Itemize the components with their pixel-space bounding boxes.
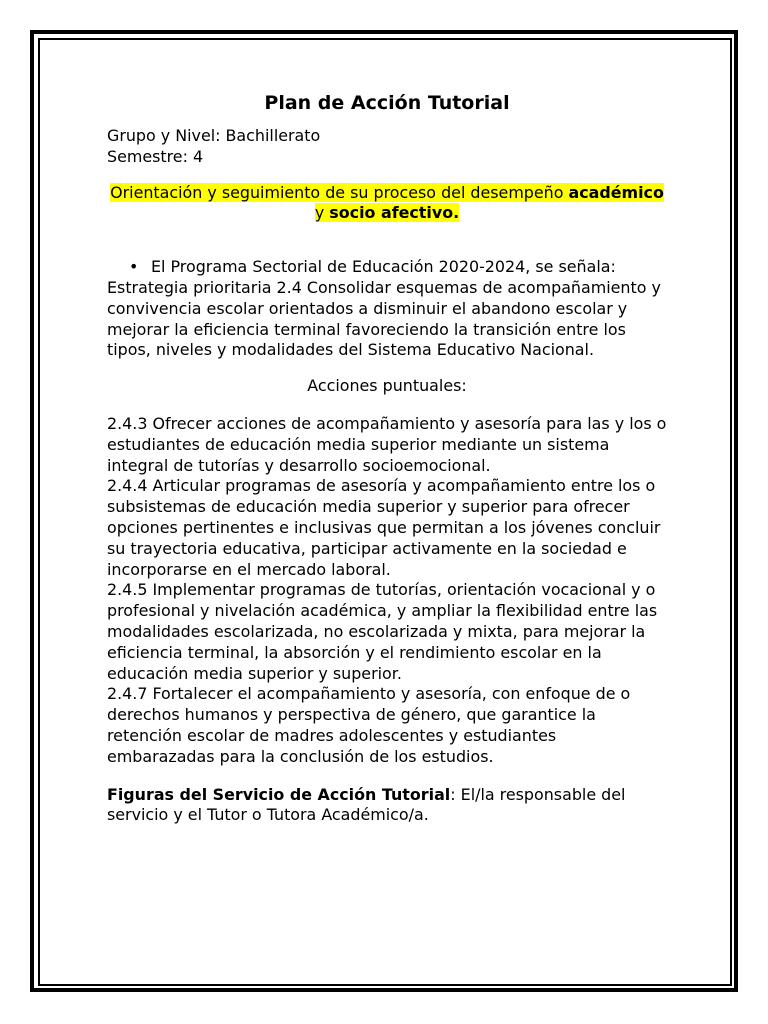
highlight-part2: y <box>314 203 330 223</box>
document-title: Plan de Acción Tutorial <box>264 92 510 114</box>
figures-label: Figuras del Servicio de Acción Tutorial <box>107 784 451 804</box>
figures-paragraph <box>107 785 667 827</box>
actions-list <box>107 414 667 768</box>
action-item-2-4-4: 2.4.4 Articular programas de asesoría y acompañamiento entre los o subsistemas de educación media superior y superior para ofrecer opciones pertinentes e inclusivas que permitan a los jóvenes concluir su trayectoria educativa, participar activamente en la sociedad e incorporarse en el mercado laboral. <box>107 476 661 579</box>
highlighted-objective <box>107 183 667 225</box>
action-item-2-4-7: 2.4.7 Fortalecer el acompañamiento y asesoría, con enfoque de o derechos humanos y perspectiva de género, que garantice la retención escolar de madres adolescentes y estudiantes embarazadas para la conclusión de los estudios. <box>107 684 631 766</box>
actions-heading: Acciones puntuales: <box>307 376 467 396</box>
group-level-line: Grupo y Nivel: Bachillerato <box>107 126 321 145</box>
bullet-icon: • <box>129 257 139 277</box>
action-item-2-4-3: 2.4.3 Ofrecer acciones de acompañamiento y asesoría para las y los o estudiantes de educación media superior mediante un sistema integral de tutorías y desarrollo socioemocional. <box>107 413 667 475</box>
action-item-2-4-5: 2.4.5 Implementar programas de tutorías, orientación vocacional y o profesional y nivelación académica, y ampliar la flexibilidad entre las modalidades escolarizada, no escolarizada y mixta, para mejorar la eficiencia terminal, la absorción y el rendimiento escolar en la educación media superior y superior. <box>107 580 658 683</box>
semester-line: Semestre: 4 <box>107 146 204 166</box>
bullet-text: El Programa Sectorial de Educación 2020-2024, se señala: <box>151 257 616 277</box>
list-item <box>107 257 667 278</box>
strategy-paragraph: Estrategia prioritaria 2.4 Consolidar esquemas de acompañamiento y convivencia escolar orientados a disminuir el abandono escolar y mejorar la eficiencia terminal favoreciendo la transición entre los tipos, niveles y modalidades del Sistema Educativo Nacional. <box>107 277 661 360</box>
highlight-text <box>110 183 664 223</box>
document-body <box>107 90 667 826</box>
highlight-part1: Orientación y seguimiento de su proceso del desempeño <box>110 182 569 202</box>
bullet-list <box>107 257 667 278</box>
highlight-bold-socio-afectivo: socio afectivo. <box>329 203 460 223</box>
figures-text: : El/la responsable del servicio y el Tutor o Tutora Académico/a. <box>107 784 626 825</box>
highlight-bold-academico: académico <box>568 182 664 202</box>
